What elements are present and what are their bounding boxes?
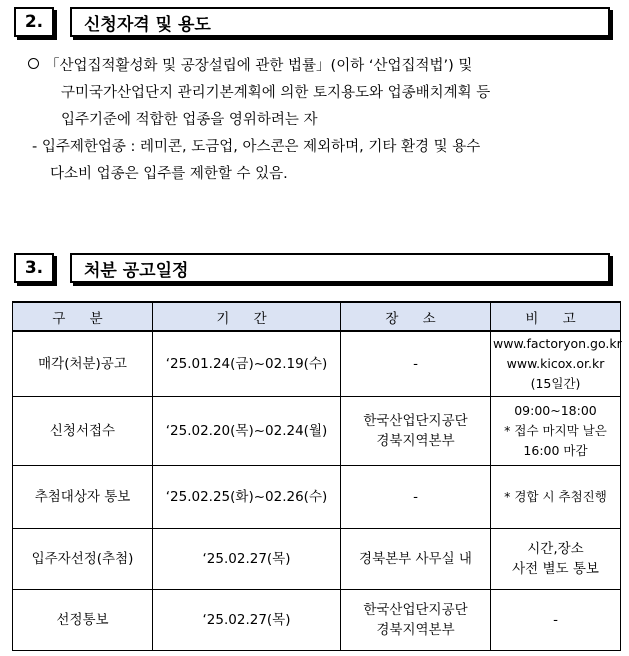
cell-note: www.factoryon.go.kr www.kicox.or.kr (15일간) bbox=[491, 331, 621, 396]
section-3-number: 3. bbox=[14, 253, 54, 283]
table-header-row bbox=[13, 302, 621, 331]
cell-period: ‘25.02.27(목) bbox=[153, 589, 341, 650]
table-row bbox=[13, 465, 621, 528]
schedule-table bbox=[12, 301, 621, 651]
dash-line-2: 다소비 업종은 입주를 제한할 수 있음. bbox=[50, 166, 288, 182]
cell-period: ‘25.01.24(금)~02.19(수) bbox=[153, 331, 341, 396]
cell-note: 09:00~18:00 * 접수 마지막 날은 16:00 마감 bbox=[491, 396, 621, 465]
cell-place: - bbox=[341, 331, 491, 396]
para-line-1: 「산업집적활성화 및 공장설립에 관한 법률」(이하 ‘산업집적법’) 및 bbox=[28, 53, 620, 80]
dash-line-1: - 입주제한업종 : 레미콘, 도금업, 아스콘은 제외하며, 기타 환경 및 용수 bbox=[32, 139, 481, 155]
cell-note: 시간,장소 사전 별도 통보 bbox=[491, 528, 621, 589]
para-line-3: 입주기준에 적합한 업종을 영위하려는 자 bbox=[61, 112, 318, 128]
cell-period: ‘25.02.27(목) bbox=[153, 528, 341, 589]
header-category: 구 분 bbox=[13, 302, 153, 331]
cell-category: 입주자선정(추첨) bbox=[13, 528, 153, 589]
cell-place: 한국산업단지공단 경북지역본부 bbox=[341, 589, 491, 650]
section-3-title: 처분 공고일정 bbox=[70, 253, 610, 283]
section-2-number: 2. bbox=[14, 7, 54, 37]
cell-place: 경북본부 사무실 내 bbox=[341, 528, 491, 589]
cell-note: - bbox=[491, 589, 621, 650]
table-row bbox=[13, 528, 621, 589]
table-row bbox=[13, 589, 621, 650]
table-row bbox=[13, 396, 621, 465]
cell-period: ‘25.02.20(목)~02.24(월) bbox=[153, 396, 341, 465]
section-2-header bbox=[14, 7, 610, 41]
cell-note: * 경합 시 추첨진행 bbox=[491, 465, 621, 528]
cell-category: 추첨대상자 통보 bbox=[13, 465, 153, 528]
cell-category: 매각(처분)공고 bbox=[13, 331, 153, 396]
cell-period: ‘25.02.25(화)~02.26(수) bbox=[153, 465, 341, 528]
cell-category: 선정통보 bbox=[13, 589, 153, 650]
section-3-header bbox=[14, 253, 610, 287]
cell-category: 신청서접수 bbox=[13, 396, 153, 465]
section-2-body bbox=[28, 53, 620, 188]
header-place: 장 소 bbox=[341, 302, 491, 331]
header-note: 비 고 bbox=[491, 302, 621, 331]
cell-place: - bbox=[341, 465, 491, 528]
circle-bullet-icon bbox=[28, 58, 39, 69]
section-2-title: 신청자격 및 용도 bbox=[70, 7, 610, 37]
para-line-2: 구미국가산업단지 관리기본계획에 의한 토지용도와 업종배치계획 등 bbox=[61, 85, 491, 101]
table-row bbox=[13, 331, 621, 396]
header-period: 기 간 bbox=[153, 302, 341, 331]
cell-place: 한국산업단지공단 경북지역본부 bbox=[341, 396, 491, 465]
